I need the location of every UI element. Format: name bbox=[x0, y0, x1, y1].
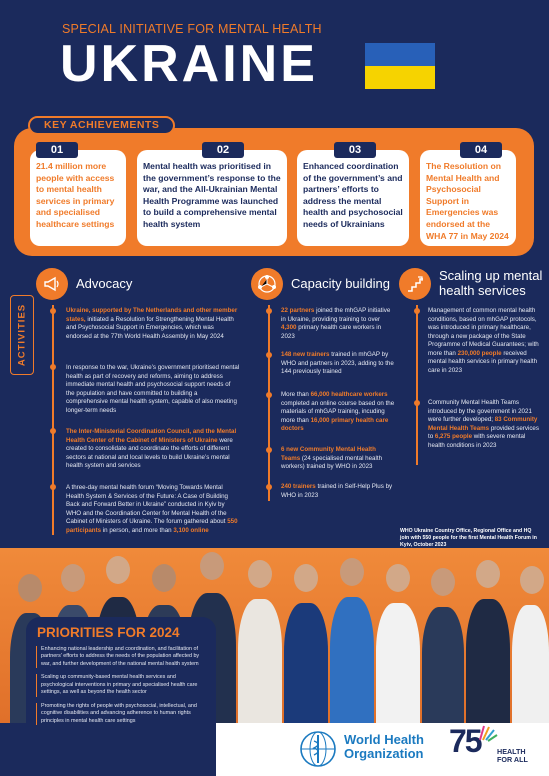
timeline-dot bbox=[266, 352, 272, 358]
sunburst-icon bbox=[478, 724, 498, 742]
achievement-card-4 bbox=[420, 150, 516, 246]
priorities-title: PRIORITIES FOR 2024 bbox=[37, 625, 180, 640]
achievement-text: The Resolution on Mental Health and Psychosocial Support in Emergencies was endorsed at the WHA 77 in May 2024 bbox=[426, 161, 509, 241]
achievement-card-2 bbox=[137, 150, 287, 246]
capacity-paragraph-2: 148 new trainers trained in mhGAP by WHO and partners in 2023, adding to the 144 previously trained bbox=[281, 351, 394, 376]
timeline-dot bbox=[266, 484, 272, 490]
megaphone-icon bbox=[36, 268, 68, 300]
photo-caption: WHO Ukraine Country Office, Regional Office and HQ join with 550 people for the first Mental Health Forum in Kyiv, October 2023 bbox=[400, 528, 537, 549]
advocacy-paragraph-1: Ukraine, supported by The Netherlands and other member states, initiated a Resolution for Strengthening Mental Health and Psychosocial Support in Emergencies, which was endorsed at the 77th World Health Assembly in May 2024 bbox=[66, 307, 238, 340]
anniversary-75-logo: 75 bbox=[449, 723, 481, 759]
timeline-dot bbox=[414, 308, 420, 314]
achievement-card-1 bbox=[30, 150, 126, 246]
advocacy-paragraph-3: The Inter-Ministerial Coordination Council, and the Mental Health Center of the Cabinet of Ministers of Ukraine were created to consolidate and coordinate the efforts of different sectors at national and local levels to build Ukraine’s mental health system and services bbox=[66, 428, 237, 470]
priority-item: Scaling up community-based mental health services and psychological interventions in primary and specialised health care settings, as well as beyond the health sector bbox=[36, 674, 206, 696]
ukraine-flag-icon bbox=[365, 43, 435, 89]
priority-item: Enhancing national leadership and coordination, and facilitation of partners’ efforts to address the needs of the population affected by war, and further development of the national mental health system bbox=[36, 646, 206, 668]
timeline-dot bbox=[50, 364, 56, 370]
achievement-card-3 bbox=[297, 150, 409, 246]
achievement-number: 02 bbox=[202, 142, 244, 158]
priorities-panel bbox=[26, 617, 216, 765]
timeline-dot bbox=[266, 447, 272, 453]
page-title: UKRAINE bbox=[60, 35, 318, 93]
capacity-building-title: Capacity building bbox=[291, 276, 391, 291]
key-achievements-label: KEY ACHIEVEMENTS bbox=[28, 116, 175, 135]
advocacy-paragraph-4: A three-day mental health forum “Moving Towards Mental Health System & Services of the Future: A Case of Building Back and Forward Better in Ukraine” conducted in Kyiv by WHO and the Coordination Center for Mental Health of the Cabinet of Ministers of Ukraine. The forum gathered about 550 participants in person, and more than 3,100 online bbox=[66, 484, 238, 534]
scaling-timeline bbox=[416, 305, 418, 465]
scaling-paragraph-1: Management of common mental health conditions, based on mhGAP protocols, was introduced in primary healthcare, through a new package of the State Programme of Medical Guarantees; with more than 230,000 people received mental health services in primary health care in 2023 bbox=[428, 307, 539, 374]
priority-item: Promoting the rights of people with psychosocial, intellectual, and cognitive disabilities and advancing adherence to human rights principles in mental health care settings bbox=[36, 703, 206, 725]
capacity-timeline bbox=[268, 305, 270, 501]
advocacy-paragraph-2: In response to the war, Ukraine’s government prioritised mental health as part of recovery and reforms, aiming to address immediate mental health and psychosocial support needs of the population and have committed to building a comprehensive mental health system, capable of also meeting longer-term needs bbox=[66, 364, 240, 414]
who-wordmark: World Health Organization bbox=[344, 732, 424, 761]
stairs-icon bbox=[399, 268, 431, 300]
capacity-paragraph-5: 240 trainers trained in Self-Help Plus by WHO in 2023 bbox=[281, 483, 393, 499]
advocacy-timeline bbox=[52, 305, 54, 535]
timeline-dot bbox=[50, 484, 56, 490]
activities-label: ACTIVITIES bbox=[10, 295, 34, 375]
page-subtitle: SPECIAL INITIATIVE FOR MENTAL HEALTH bbox=[62, 22, 322, 36]
achievement-text: Enhanced coordination of the government’s and partners’ efforts to address the mental health and psychosocial needs of Ukrainians bbox=[303, 161, 403, 229]
timeline-dot bbox=[266, 308, 272, 314]
capacity-paragraph-3: More than 66,000 healthcare workers completed an online course based on the materials of mhGAP training, incuding more than 16,000 primary health care doctors bbox=[281, 391, 395, 433]
who-emblem-icon bbox=[298, 729, 338, 769]
timeline-dot bbox=[266, 392, 272, 398]
achievement-number: 01 bbox=[36, 142, 78, 158]
timeline-dot bbox=[50, 428, 56, 434]
scaling-up-title: Scaling up mental health services bbox=[439, 268, 543, 298]
capacity-paragraph-1: 22 partners joined the mhGAP initiative in Ukraine, providing training to over 4,300 primary health care workers in 2023 bbox=[281, 307, 391, 340]
scaling-paragraph-2: Community Mental Health Teams introduced by the government in 2021 were further developed; 83 Community Mental Health Teams provided services to 6,275 people with severe mental health conditions in 2023 bbox=[428, 399, 539, 449]
network-icon bbox=[251, 268, 283, 300]
achievement-number: 04 bbox=[460, 142, 502, 158]
health-for-all-text: HEALTH FOR ALL bbox=[497, 747, 528, 764]
timeline-dot bbox=[414, 400, 420, 406]
timeline-dot bbox=[50, 308, 56, 314]
advocacy-title: Advocacy bbox=[76, 276, 133, 291]
achievement-text: 21.4 million more people with access to mental health services in primary and specialised healthcare settings bbox=[36, 161, 115, 229]
achievement-text: Mental health was prioritised in the government’s response to the war, and the All-Ukrainian Mental Health Programme was launched to build a comprehensive mental health system bbox=[143, 161, 281, 229]
achievement-number: 03 bbox=[334, 142, 376, 158]
capacity-paragraph-4: 6 new Community Mental Health Teams (24 specialised mental health workers) trained by WHO in 2023 bbox=[281, 446, 383, 471]
